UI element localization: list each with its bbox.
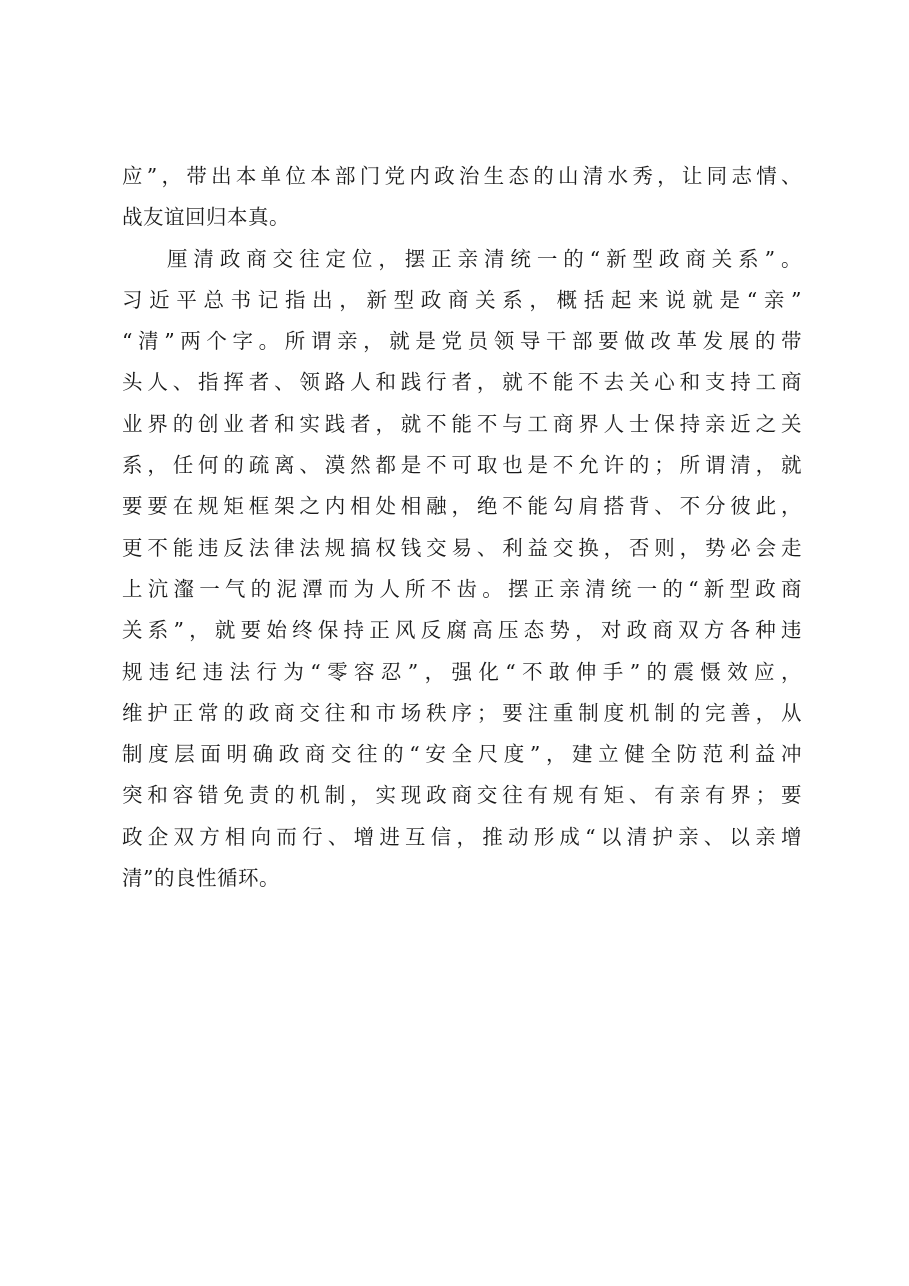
text-line: 系，任何的疏离、漠然都是不可取也是不允许的；所谓清，就 (122, 453, 802, 478)
text-line: “清”两个字。所谓亲，就是党员领导干部要做改革发展的带 (122, 329, 802, 354)
text-line: 规违纪违法行为“零容忍”，强化“不敢伸手”的震慑效应， (122, 659, 802, 684)
text-line: 制度层面明确政商交往的“安全尺度”，建立健全防范利益冲 (122, 742, 802, 767)
text-line: 上沆瀣一气的泥潭而为人所不齿。摆正亲清统一的“新型政商 (122, 576, 802, 601)
text-line: 维护正常的政商交往和市场秩序；要注重制度机制的完善，从 (122, 700, 802, 725)
text-line: 战友谊回归本真。 (122, 205, 290, 230)
text-line: 要要在规矩框架之内相处相融，绝不能勾肩搭背、不分彼此， (122, 494, 802, 519)
text-line: 头人、指挥者、领路人和践行者，就不能不去关心和支持工商 (122, 370, 802, 395)
text-line: 清”的良性循环。 (122, 866, 280, 891)
text-line: 政企双方相向而行、增进互信，推动形成“以清护亲、以亲增 (122, 824, 802, 849)
text-line: 业界的创业者和实践者，就不能不与工商界人士保持亲近之关 (122, 411, 802, 436)
document-body (122, 156, 802, 899)
text-line: 应”，带出本单位本部门党内政治生态的山清水秀，让同志情、 (122, 164, 802, 188)
text-line: 关系”，就要始终保持正风反腐高压态势，对政商双方各种违 (122, 618, 802, 643)
text-line: 更不能违反法律法规搞权钱交易、利益交换，否则，势必会走 (122, 535, 802, 560)
paragraph-start-line: 厘清政商交往定位，摆正亲清统一的“新型政商关系”。 (167, 246, 802, 271)
text-line: 习近平总书记指出，新型政商关系，概括起来说就是“亲” (122, 287, 802, 312)
text-line: 突和容错免责的机制，实现政商交往有规有矩、有亲有界；要 (122, 783, 802, 808)
